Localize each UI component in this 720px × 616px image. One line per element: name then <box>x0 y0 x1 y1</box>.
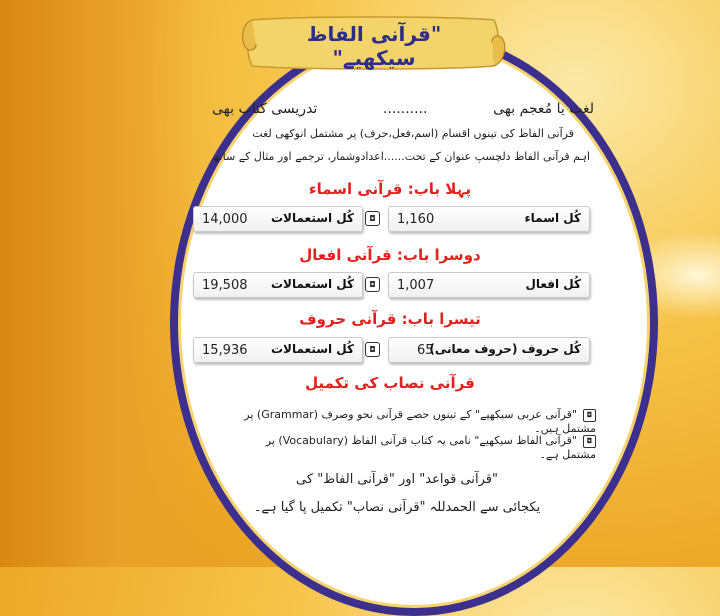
total-count-value: 1,160 <box>397 212 435 227</box>
total-count-box <box>388 337 590 363</box>
chapter-2-title: دوسرا باب: قرآنی افعال <box>299 246 481 264</box>
intro-textbook-label: تدریسی کتاب بھی <box>212 101 318 117</box>
curriculum-point-text: "قرآنی الفاظ سیکھیے" نامی یہ کتاب قرآنی الفاظ (Vocabulary) پر مشتمل ہے۔ <box>265 434 596 461</box>
total-count-value: 1,007 <box>397 278 435 293</box>
background-shade <box>0 0 200 567</box>
chapter-1-stats <box>193 206 593 232</box>
total-usage-label: کُل استعمالات <box>271 277 354 291</box>
chapter-3-stats <box>193 337 593 363</box>
total-count-label: کُل اسماء <box>524 211 581 225</box>
curriculum-point-1 <box>222 408 596 435</box>
chapter-2-stats <box>193 272 593 298</box>
total-usage-value: 19,508 <box>202 278 248 293</box>
curriculum-title: قرآنی نصاب کی تکمیل <box>305 374 475 392</box>
total-usage-value: 14,000 <box>202 212 248 227</box>
total-usage-label: کُل استعمالات <box>271 342 354 356</box>
total-usage-value: 15,936 <box>202 343 248 358</box>
intro-dots: .......... <box>382 101 428 117</box>
bullet-icon: ◘ <box>583 435 596 448</box>
bullet-icon: ◘ <box>365 342 380 357</box>
chapter-3-title: تیسرا باب: قرآنی حروف <box>299 310 481 328</box>
total-count-value: 65 <box>417 343 434 358</box>
total-usage-box <box>193 206 363 232</box>
bullet-icon: ◘ <box>365 277 380 292</box>
total-count-box <box>388 206 590 232</box>
total-usage-label: کُل استعمالات <box>271 211 354 225</box>
total-usage-box <box>193 337 363 363</box>
banner-title: "قرآنی الفاظ سیکھیے" <box>306 22 442 70</box>
intro-line-2: قرآنی الفاظ کی تینوں اقسام (اسم،فعل،حرف) پر مشتمل انوکھی لغت <box>252 127 574 140</box>
bullet-icon: ◘ <box>365 211 380 226</box>
total-count-label: کُل حروف (حروف معانی) <box>429 342 581 356</box>
curriculum-point-text: "قرآنی عربی سیکھیے" کے تینوں حصے قرآنی نحو وصرف (Grammar) پر مشتمل ہیں۔ <box>244 408 596 435</box>
curriculum-point-2 <box>246 434 596 461</box>
chapter-1-title: پہلا باب: قرآنی اسماء <box>308 180 472 198</box>
title-banner <box>238 12 510 74</box>
closing-line-1: "قرآنی قواعد" اور "قرآنی الفاظ" کی <box>296 472 498 487</box>
intro-dictionary-label: لغت یا مُعجم بھی <box>493 101 594 117</box>
intro-line-3: اہم قرآنی الفاظ دلچسپ عنوان کے تحت......اعدادوشمار، ترجمے اور مثال کے ساتھ <box>212 150 590 163</box>
intro-line-1 <box>212 101 594 117</box>
total-count-box <box>388 272 590 298</box>
total-usage-box <box>193 272 363 298</box>
bullet-icon: ◘ <box>583 409 596 422</box>
total-count-label: کُل افعال <box>525 277 581 291</box>
closing-line-2: یکجائی سے الحمدللہ "قرآنی نصاب" تکمیل پا گیا ہے۔ <box>253 500 541 515</box>
